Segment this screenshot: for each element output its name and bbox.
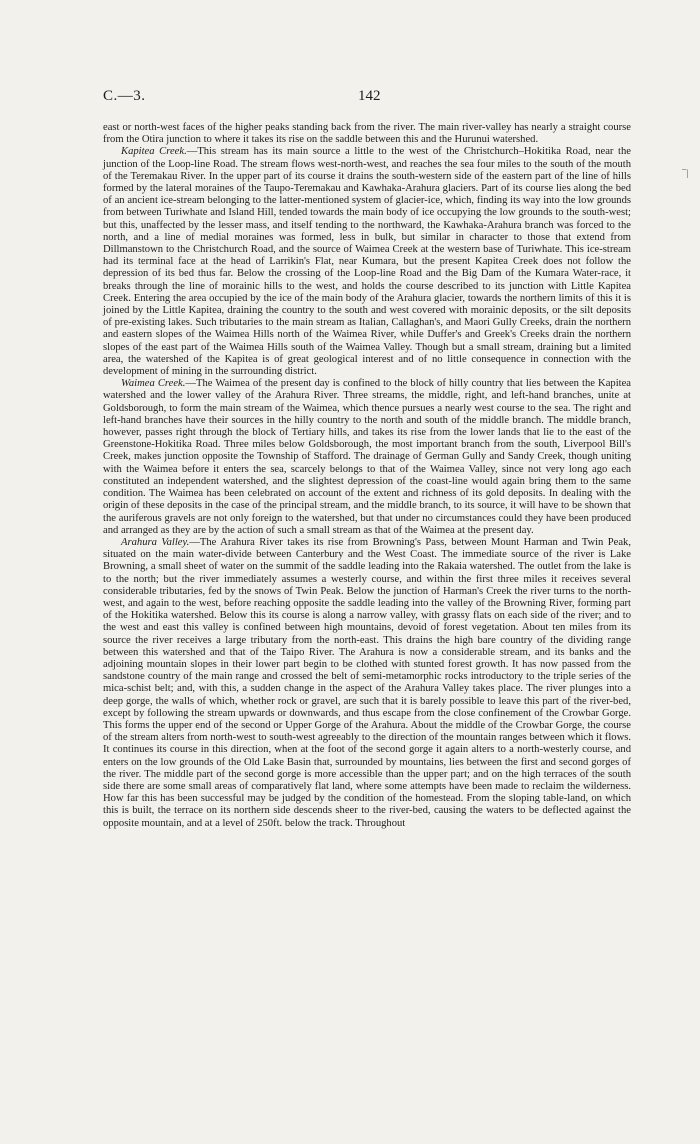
- page-header: [103, 88, 632, 108]
- paragraph-kapitea-creek: [103, 146, 631, 378]
- paragraph-text: —The Arahura River takes its rise from Browning's Pass, between Mount Harman and Twin Peak, situated on the main water-divide between Canterbury and the West Coast. The immediate source of the river is Lake Browning, a small sheet of water on the summit of the saddle leading into the Rakaia watershed. The outlet from the lake is to the north; but the river immediately assumes a westerly course, and within the first three miles it receives several considerable tributaries, fed by the snows of Twin Peak. Below the junction of Harman's Creek the river turns to the north-west, and again to the west, before reaching opposite the saddle leading into the valley of the Browning River, forming part of the Hokitika watershed. Below this its course is along a narrow valley, with grassy flats on each side of the river; and to the west and east this valley is confined between high mountains, devoid of forest vegetation. About ten miles from its source the river receives a large tributary from the north-east. This drains the high bare country of the dividing range between this watershed and that of the Taipo River. The Arahura is now a considerable stream, and its banks and the adjoining mountain slopes in their lower part begin to be clothed with stunted forest growth. It has now passed from the sandstone country of the main range and crossed the belt of semi-metamorphic rocks introductory to the triple series of the mica-schist belt; and, with this, a sudden change in the aspect of the Arahura Valley takes place. The river plunges into a deep gorge, the walls of which, whether rock or gravel, are such that it is barely possible to leave this part of the river-bed, except by following the stream upwards or downwards, and thus escape from the close confinement of the Crowbar Gorge. This forms the upper end of the second or Upper Gorge of the Arahura. About the middle of the Crowbar Gorge, the course of the stream alters from north-west to south-west agreeably to the direction of the mountain ranges between which it flows. It continues its course in this direction, when at the foot of the second gorge it again alters to a north-westerly course, and enters on the low grounds of the Old Lake Basin that, surrounded by mountains, lies between the first and second gorges of the river. The middle part of the second gorge is more accessible than the upper part; and on the high terraces of the south side there are some small areas of comparatively flat land, where some attempts have been made to reclaim the wilderness. How far this has been successful may be judged by the condition of the homestead. From the sloping table-land, on which this is built, the terrace on its northern side descends sheer to the river-bed, causing the waters to be deflected against the opposite mountain, and at a level of 250ft. below the track. Throughout: [103, 536, 632, 829]
- paragraph-heading: Kapitea Creek.: [121, 146, 187, 158]
- paragraph-heading: Waimea Creek.: [121, 378, 186, 390]
- paragraph-arahura-valley: [103, 537, 631, 830]
- paragraph-heading: Arahura Valley.: [121, 536, 190, 548]
- paragraph-waimea-creek: [103, 378, 631, 537]
- paragraph-text: —The Waimea of the present day is confined to the block of hilly country that lies between the Kapitea watershed and the lower valley of the Arahura River. Three streams, the middle, right, and left-hand branches, unite at Goldsborough, to form the main stream of the Waimea, which thence pursues a nearly west course to the sea. The right and left-hand branches have their sources in the hilly country to the north and south of the middle branch. The middle branch, however, passes right through the block of Tertiary hills, and takes its rise from the lower lands that lie to the east of the Greenstone-Hokitika Road. Three miles below Goldsborough, the most important branch from the south, Liverpool Bill's Creek, makes junction opposite the Township of Stafford. The drainage of German Gully and Sandy Creek, though uniting with the Waimea before it enters the sea, scarcely belongs to that of the Waimea Valley, since not very long ago each constituted an independent watershed, and the slightest depression of the coast-line would again bring them to the same condition. The Waimea has been celebrated on account of the extent and richness of its gold deposits. In dealing with the origin of these deposits in the case of the principal stream, and the middle branch, to its source, it will have to be shown that the auriferous gravels are not only foreign to the watershed, but that under no circumstances could they have been produced and arranged as they are by the action of such a small stream as that of the Waimea at the present day.: [103, 378, 631, 536]
- margin-mark: ¯|: [682, 168, 689, 178]
- paragraph-text: —This stream has its main source a little to the west of the Christchurch–Hokitika Road, near the junction of the Loop-line Road. The stream flows west-north-west, and reaches the sea four miles to the south of the mouth of the Teremakau River. In the upper part of its course it drains the south-western side of the eastern part of the line of hills formed by the lateral moraines of the Taupo-Teremakau and Kawhaka-Arahura glaciers. Part of its course lies along the bed of an ancient ice-stream belonging to the latter-mentioned system of glacier-ice, which, finding its way into the low grounds from between Turiwhate and Island Hill, tended towards the main body of ice occupying the low grounds to the south-west; but this, unaffected by the lesser mass, and itself tending to the northward, the Kawhaka-Arahura branch was forced to the north, and a line of medial moraines was formed, less in bulk, but similar in character to those that extend from Dillmanstown to the Christchurch Road, and the source of Waimea Creek at the western base of Turiwhate. This ice-stream had its terminal face at the head of Larrikin's Flat, near Kumara, but the present Kapitea Creek does not follow the depression of its bed thus far. Below the crossing of the Loop-line Road and the Big Dam of the Kumara Water-race, it breaks through the line of morainic hills to the west, and holds the course described to its junction with Little Kapitea Creek. Entering the area occupied by the ice of the main body of the Arahura glacier, towards the northern limits of this it is joined by the Little Kapitea, draining the country to the south and west covered with morainic deposits, or the silt deposits of pre-existing lakes. Such tributaries to the main stream as Italian, Callaghan's, and Maori Gully Creeks, drain the northern and eastern slopes of the Waimea Hills north of the Waimea River, while Duffer's and Greek's Creeks drain the northern slopes of the east part of the Waimea Hills south of the Waimea Valley. Though but a small stream, draining but a limited area, the watershed of the Kapitea is of great geological interest and of no little consequence in connection with the development of mining in the surrounding district.: [103, 146, 631, 378]
- document-reference: C.—3.: [103, 88, 146, 104]
- paragraph-text: east or north-west faces of the higher peaks standing back from the river. The main river-valley has nearly a straight course from the Otira junction to where it takes its rise on the saddle between this and the Hurunui watershed.: [103, 122, 631, 146]
- page-number: 142: [358, 88, 381, 104]
- body-text: [103, 122, 631, 830]
- paragraph-continuation: [103, 122, 631, 146]
